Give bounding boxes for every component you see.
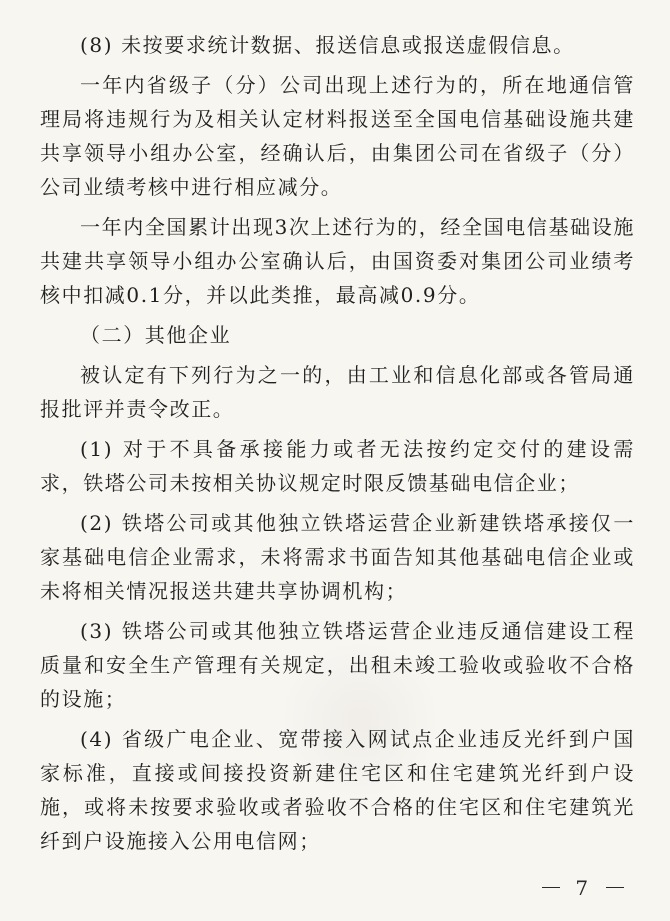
page-number-left-dash (542, 887, 560, 888)
paragraph-item-3: (3) 铁塔公司或其他独立铁塔运营企业违反通信建设工程质量和安全生产管理有关规定，出租未竣工验收或验收不合格的设施； (40, 619, 635, 711)
document-body (40, 28, 635, 864)
paragraph-national-penalty: 一年内全国累计出现3次上述行为的，经全国电信基础设施共建共享领导小组办公室确认后，由国资委对集团公司业绩考核中扣减0.1分，并以此类推，最高减0.9分。 (40, 215, 635, 307)
page-number (536, 874, 630, 900)
paragraph-other-enterprises-intro: 被认定有下列行为之一的，由工业和信息化部或各管局通报批评并责令改正。 (40, 363, 635, 421)
paragraph-provincial-penalty: 一年内省级子（分）公司出现上述行为的，所在地通信管理局将违规行为及相关认定材料报送至全国电信基础设施共建共享领导小组办公室，经确认后，由集团公司在省级子（分）公司业绩考核中进行相应减分。 (40, 73, 635, 199)
paragraph-item-1: (1) 对于不具备承接能力或者无法按约定交付的建设需求，铁塔公司未按相关协议规定时限反馈基础电信企业； (40, 437, 635, 495)
section-heading-other-enterprises: （二）其他企业 (80, 323, 232, 347)
page-number-value: 7 (575, 875, 592, 900)
page-number-right-dash (606, 887, 624, 888)
paragraph-item-4: (4) 省级广电企业、宽带接入网试点企业违反光纤到户国家标准，直接或间接投资新建住宅区和住宅建筑光纤到户设施，或将未按要求验收或者验收不合格的住宅区和住宅建筑光纤到户设施接入公用电信网； (40, 727, 635, 853)
paragraph-item-2: (2) 铁塔公司或其他独立铁塔运营企业新建铁塔承接仅一家基础电信企业需求，未将需求书面告知其他基础电信企业或未将相关情况报送共建共享协调机构； (40, 511, 635, 603)
paragraph-item-8: (8) 未按要求统计数据、报送信息或报送虚假信息。 (80, 33, 575, 57)
